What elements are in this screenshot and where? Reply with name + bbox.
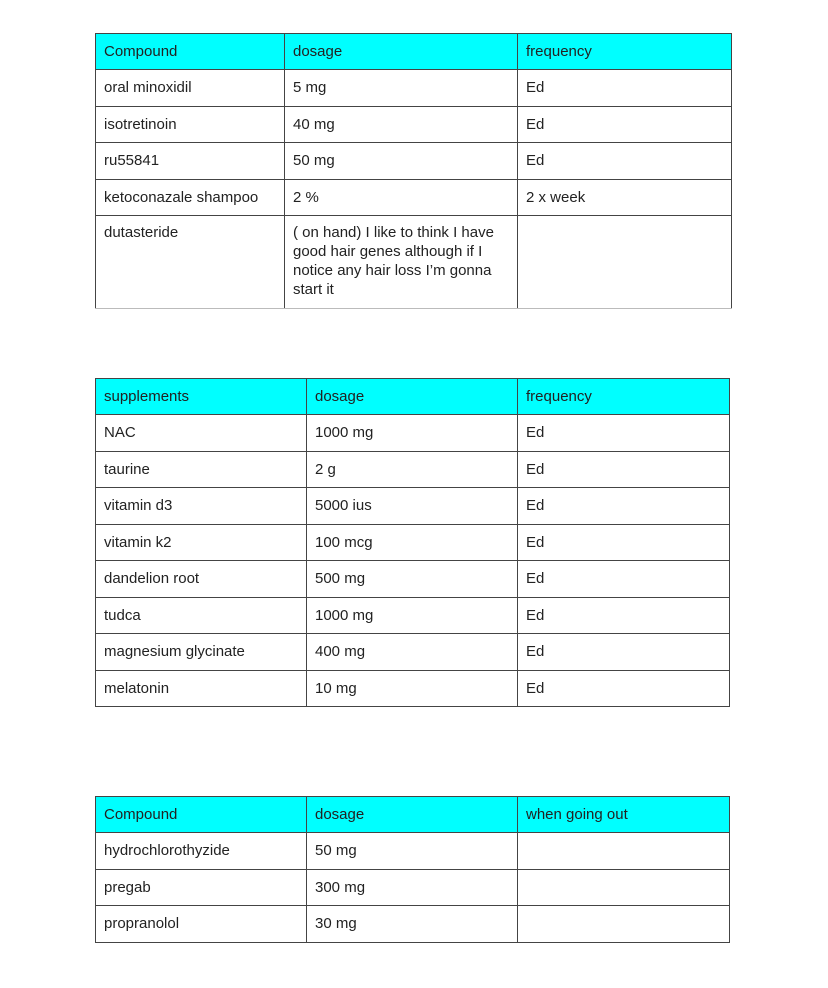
cell-frequency: Ed <box>518 106 732 143</box>
table-header-row <box>96 797 730 833</box>
cell-dosage: 10 mg <box>307 670 518 707</box>
table-row <box>96 634 730 671</box>
cell-name: oral minoxidil <box>96 70 285 107</box>
when-going-out-table <box>95 796 730 943</box>
cell-name: NAC <box>96 415 307 452</box>
cell-name: pregab <box>96 869 307 906</box>
cell-dosage: 1000 mg <box>307 415 518 452</box>
cell-when <box>518 869 730 906</box>
table-row <box>96 179 732 216</box>
cell-frequency: Ed <box>518 488 730 525</box>
table-row <box>96 488 730 525</box>
table-row <box>96 906 730 943</box>
cell-dosage: 400 mg <box>307 634 518 671</box>
table-row <box>96 143 732 180</box>
cell-dosage: 100 mcg <box>307 524 518 561</box>
header-dosage: dosage <box>307 379 518 415</box>
cell-dosage: 30 mg <box>307 906 518 943</box>
cell-name: propranolol <box>96 906 307 943</box>
cell-name: dandelion root <box>96 561 307 598</box>
cell-name: tudca <box>96 597 307 634</box>
supplements-table <box>95 378 730 707</box>
cell-frequency: 2 x week <box>518 179 732 216</box>
table-row <box>96 833 730 870</box>
cell-name: melatonin <box>96 670 307 707</box>
cell-frequency: Ed <box>518 597 730 634</box>
table-row <box>96 216 732 309</box>
cell-name: taurine <box>96 451 307 488</box>
cell-name: hydrochlorothyzide <box>96 833 307 870</box>
cell-frequency: Ed <box>518 524 730 561</box>
compounds-table <box>95 33 732 309</box>
table-row <box>96 70 732 107</box>
cell-name: ketoconazale shampoo <box>96 179 285 216</box>
table-row <box>96 869 730 906</box>
cell-frequency: Ed <box>518 451 730 488</box>
header-supplements: supplements <box>96 379 307 415</box>
cell-frequency: Ed <box>518 143 732 180</box>
header-compound: Compound <box>96 797 307 833</box>
cell-when <box>518 833 730 870</box>
header-dosage: dosage <box>285 34 518 70</box>
cell-frequency: Ed <box>518 634 730 671</box>
cell-name: isotretinoin <box>96 106 285 143</box>
table-row <box>96 561 730 598</box>
cell-name: magnesium glycinate <box>96 634 307 671</box>
cell-dosage: 50 mg <box>285 143 518 180</box>
table-row <box>96 524 730 561</box>
cell-name: ru55841 <box>96 143 285 180</box>
table-row <box>96 451 730 488</box>
header-compound: Compound <box>96 34 285 70</box>
cell-name: vitamin d3 <box>96 488 307 525</box>
header-frequency: frequency <box>518 379 730 415</box>
header-dosage: dosage <box>307 797 518 833</box>
cell-name: vitamin k2 <box>96 524 307 561</box>
cell-dosage: ( on hand) I like to think I have good hair genes although if I notice any hair loss I’m gonna start it <box>285 216 518 309</box>
table-header-row <box>96 34 732 70</box>
header-when-going-out: when going out <box>518 797 730 833</box>
table-header-row <box>96 379 730 415</box>
cell-frequency: Ed <box>518 415 730 452</box>
cell-frequency: Ed <box>518 70 732 107</box>
header-frequency: frequency <box>518 34 732 70</box>
table-row <box>96 415 730 452</box>
cell-dosage: 500 mg <box>307 561 518 598</box>
cell-name: dutasteride <box>96 216 285 309</box>
table-row <box>96 670 730 707</box>
cell-frequency <box>518 216 732 309</box>
cell-dosage: 40 mg <box>285 106 518 143</box>
cell-dosage: 5 mg <box>285 70 518 107</box>
cell-dosage: 2 g <box>307 451 518 488</box>
table-row <box>96 597 730 634</box>
table-row <box>96 106 732 143</box>
cell-when <box>518 906 730 943</box>
cell-frequency: Ed <box>518 670 730 707</box>
cell-dosage: 5000 ius <box>307 488 518 525</box>
cell-dosage: 2 % <box>285 179 518 216</box>
cell-dosage: 300 mg <box>307 869 518 906</box>
cell-dosage: 50 mg <box>307 833 518 870</box>
cell-frequency: Ed <box>518 561 730 598</box>
cell-dosage: 1000 mg <box>307 597 518 634</box>
